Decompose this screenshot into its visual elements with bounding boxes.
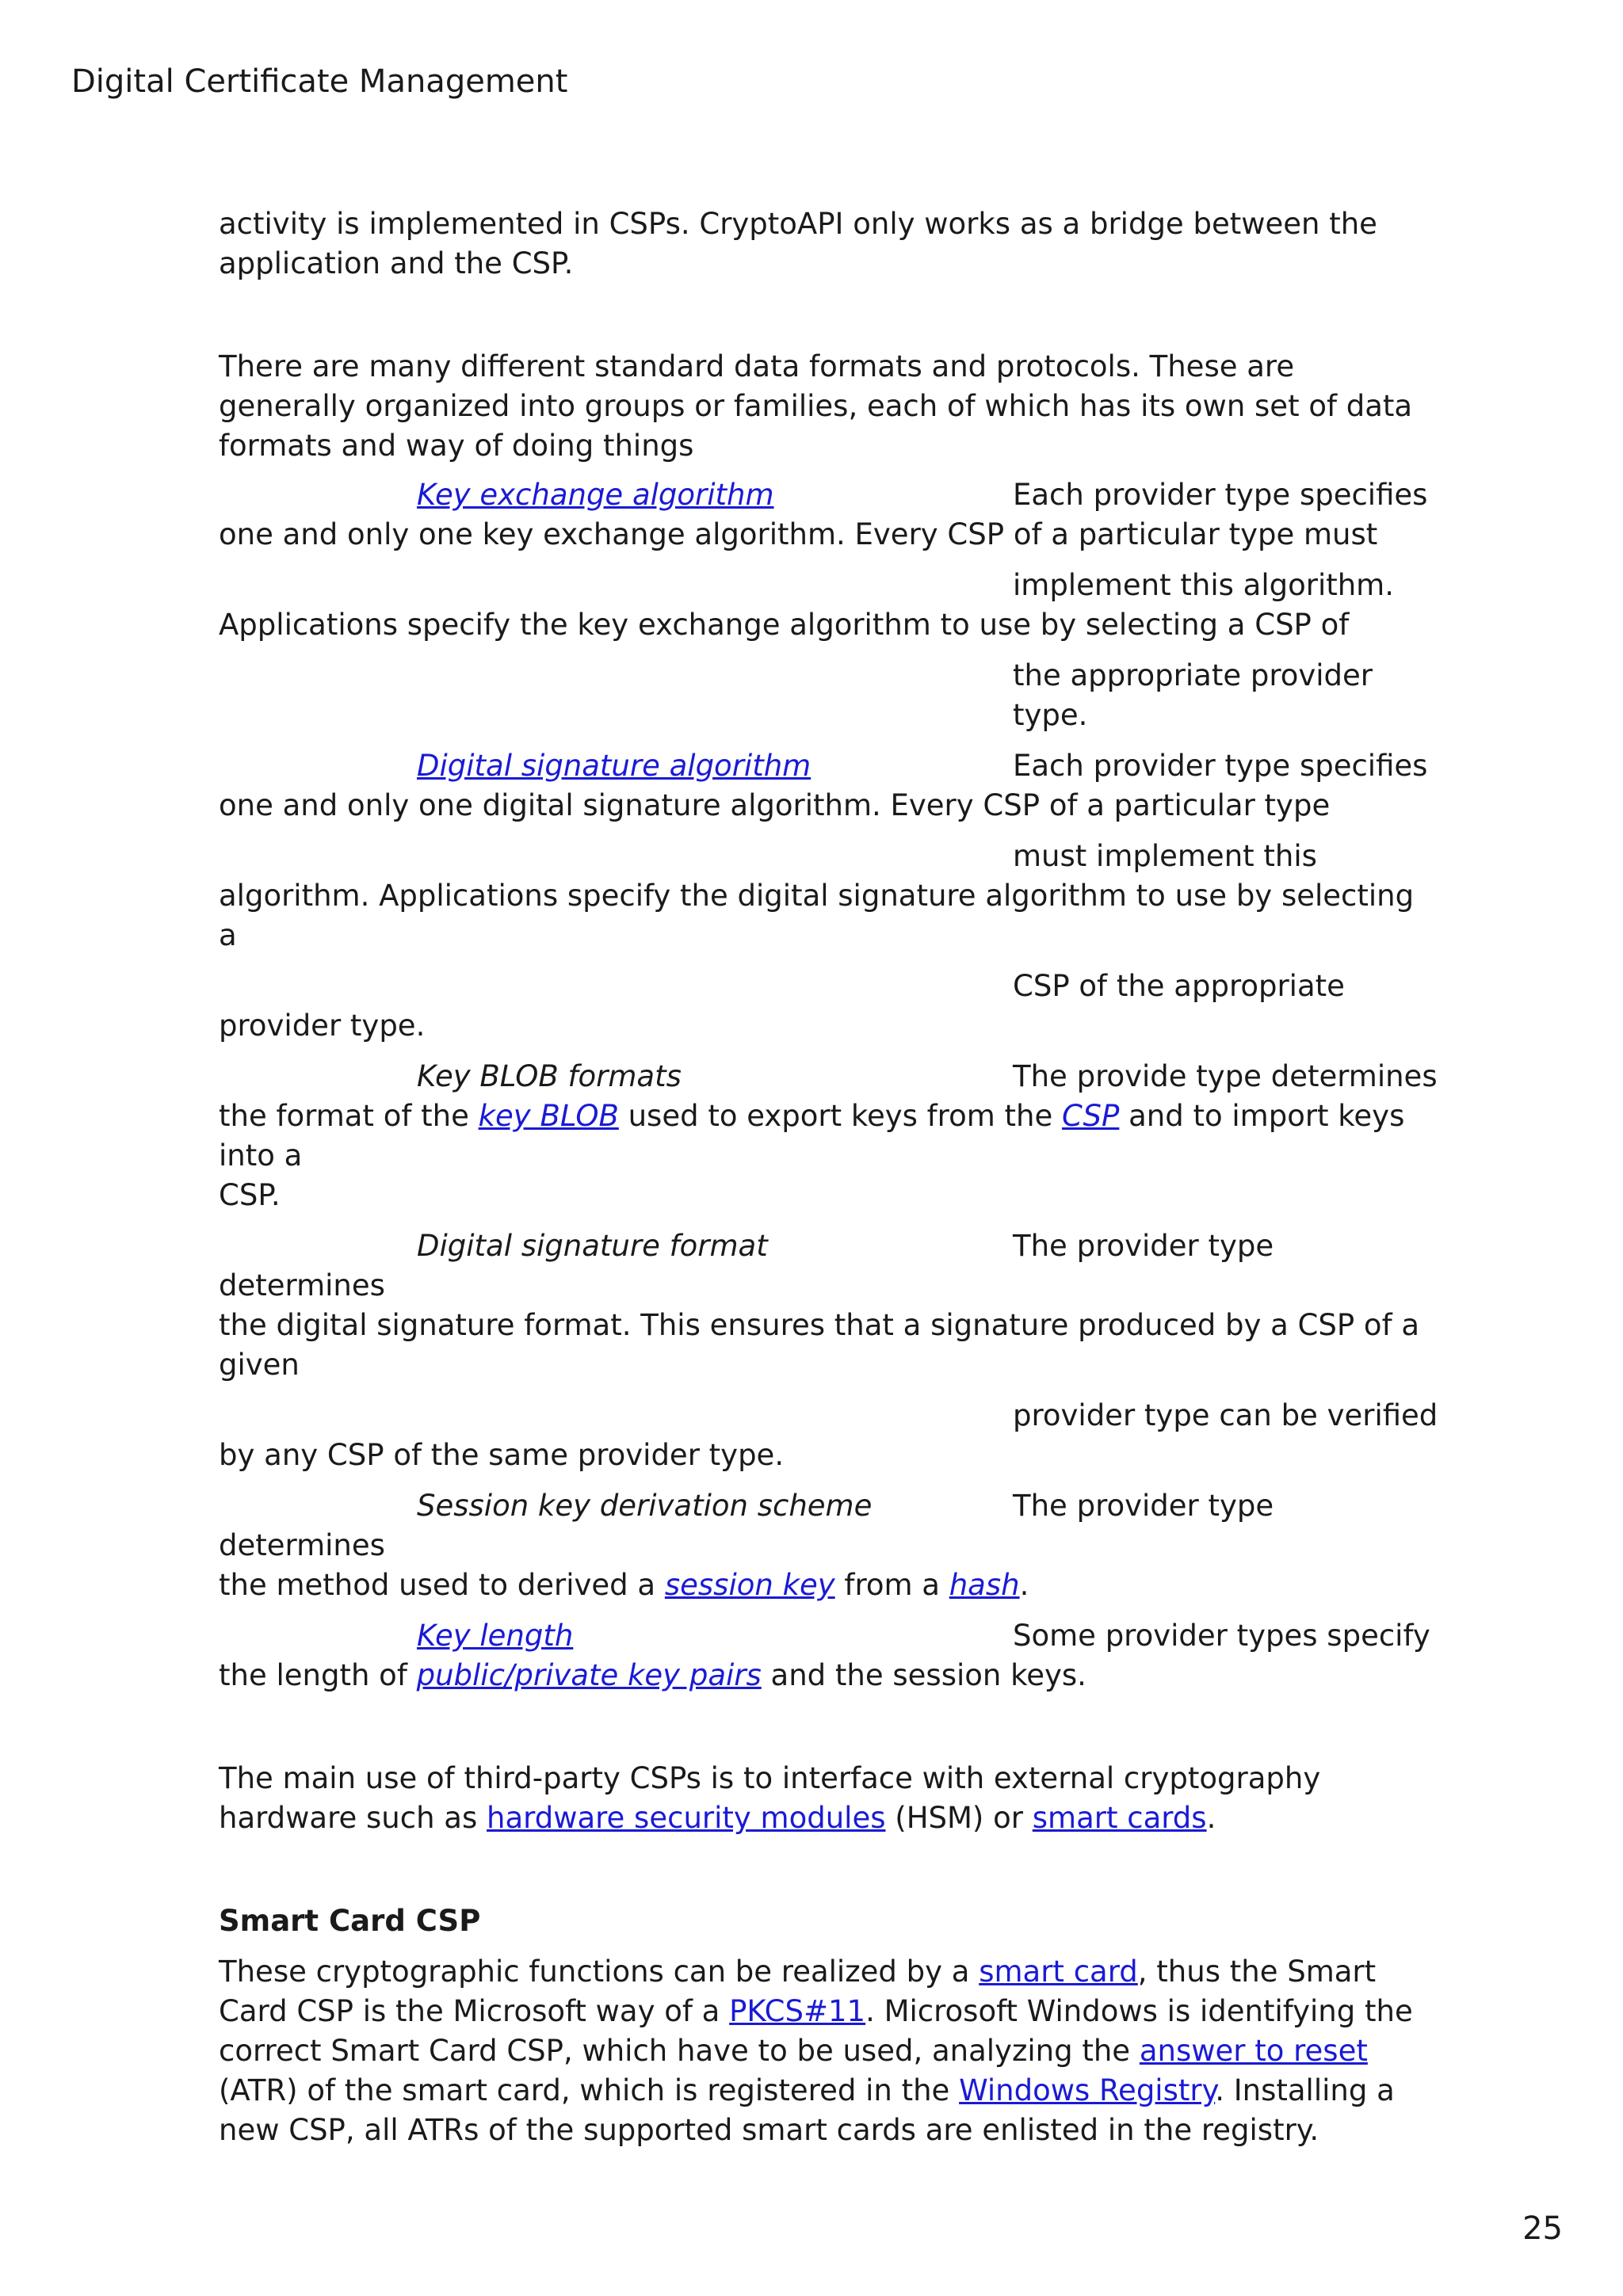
link-digital-signature-algorithm[interactable]: Digital signature algorithm [417, 749, 812, 783]
link-key-exchange-algorithm[interactable]: Key exchange algorithm [417, 478, 774, 512]
paragraph-csp-bridge: activity is implemented in CSPs. CryptoAPI only works as a bridge between the application and the CSP. [219, 207, 1377, 280]
link-key-length[interactable]: Key length [417, 1619, 574, 1653]
link-windows-registry[interactable]: Windows Registry [959, 2073, 1216, 2107]
section-heading-smart-card-csp: Smart Card CSP [219, 1904, 481, 1938]
link-hash[interactable]: hash [949, 1568, 1020, 1602]
paragraph-data-formats: There are many different standard data formats and protocols. These are generally organized into groups or families, each of which has its own set of data formats and way of doing things [219, 349, 1413, 463]
term-key-blob-formats: Key BLOB formats [417, 1059, 682, 1093]
link-smart-cards[interactable]: smart cards [1032, 1801, 1207, 1835]
definition-key-blob-formats: Key BLOB formats The provide type determines the format of the key BLOB used to export keys from the CSP and to import keys into a CSP. [219, 1057, 1439, 1215]
link-public-private-key-pairs[interactable]: public/private key pairs [416, 1658, 762, 1692]
link-csp[interactable]: CSP [1062, 1099, 1120, 1133]
paragraph-smart-card-csp: These cryptographic functions can be realized by a smart card, thus the Smart Card CSP is the Microsoft way of a PKCS#11. Microsoft Windows is identifying the correct Smart Card CSP, which have to be used, analyzing the answer to reset (ATR) of the smart card, which is registered in the Windows Registry. Installing a new CSP, all ATRs of the supported smart cards are enlisted in the registry. [219, 1955, 1413, 2147]
document-body [219, 204, 1439, 2150]
definition-session-key-derivation: Session key derivation scheme The provider type determines the method used to derived a session key from a hash. [219, 1486, 1439, 1605]
link-pkcs11[interactable]: PKCS#11 [729, 1994, 866, 2028]
link-smart-card[interactable]: smart card [979, 1955, 1138, 1989]
link-key-blob[interactable]: key BLOB [478, 1099, 619, 1133]
link-answer-to-reset[interactable]: answer to reset [1139, 2034, 1368, 2068]
page-number: 25 [1522, 2210, 1563, 2247]
term-digital-signature-format: Digital signature format [417, 1229, 768, 1263]
definition-key-length: Key length Some provider types specify the length of public/private key pairs and the session keys. [219, 1619, 1430, 1692]
link-hardware-security-modules[interactable]: hardware security modules [487, 1801, 886, 1835]
term-session-key-derivation: Session key derivation scheme [417, 1489, 873, 1523]
paragraph-third-party-csps: The main use of third-party CSPs is to interface with external cryptography hardware such as hardware security modules (HSM) or smart cards. [219, 1761, 1321, 1835]
definition-digital-signature-format: Digital signature format The provider type determines the digital signature format. This ensures that a signature produced by a CSP of a given provider type can be verified by any CSP of the same provider type. [219, 1226, 1439, 1475]
link-session-key[interactable]: session key [664, 1568, 835, 1602]
definition-digital-signature-algorithm: Digital signature algorithm Each provider type specifies one and only one digital signature algorithm. Every CSP of a particular type must implement this algorithm. Applications specify the digital signature algorithm to use by selecting a CSP of the appropriate provider type. [219, 749, 1428, 1043]
definition-key-exchange: Key exchange algorithm Each provider type specifies one and only one key exchange algorithm. Every CSP of a particular type must implement this algorithm. Applications specify the key exchange algorithm to use by selecting a CSP of the appropriate provider type. [219, 478, 1428, 732]
running-header: Digital Certificate Management [71, 63, 568, 100]
